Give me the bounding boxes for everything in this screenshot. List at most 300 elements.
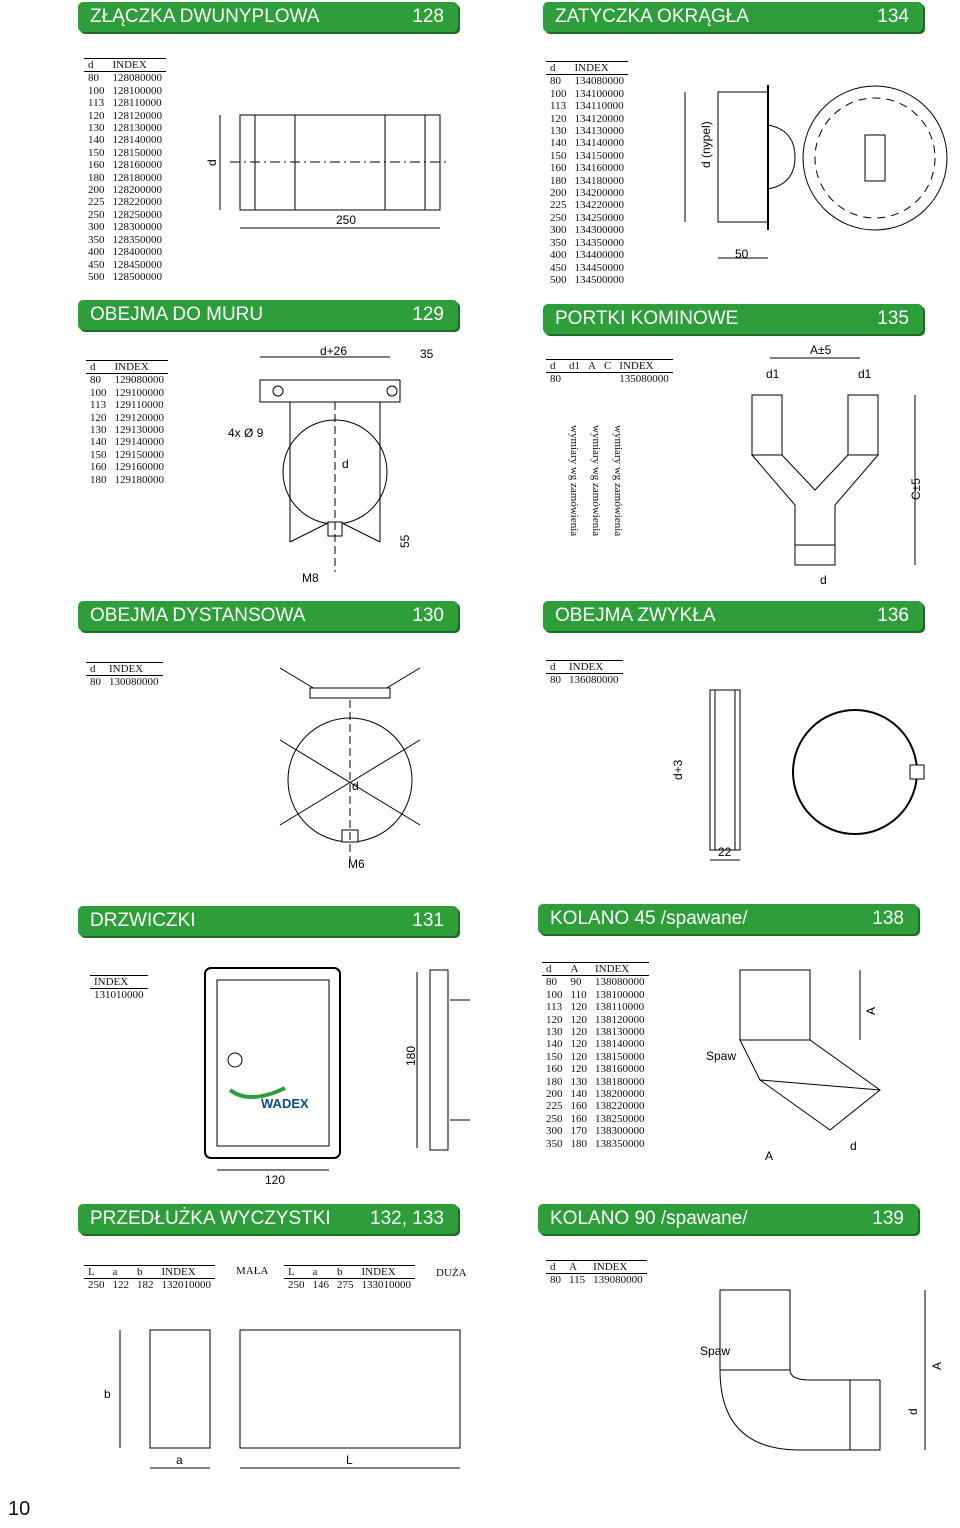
table-cell: 134080000 xyxy=(574,75,624,88)
table-cell: 132010000 xyxy=(161,1279,211,1292)
table-cell: 138100000 xyxy=(595,988,645,1001)
table-cell: 150 xyxy=(90,448,107,461)
table-cell: 134250000 xyxy=(574,211,624,224)
section-number: 134 xyxy=(877,6,909,27)
dim-d: d xyxy=(352,779,359,793)
index-table xyxy=(546,1260,647,1287)
table-row xyxy=(546,150,628,162)
table-row xyxy=(542,1026,649,1038)
column-header: INDEX xyxy=(565,661,623,674)
column-header: A xyxy=(584,360,600,373)
table-cell: 134140000 xyxy=(574,137,624,150)
table-cell: 80 xyxy=(550,674,561,687)
section-number: 129 xyxy=(412,304,444,325)
dim-50: 50 xyxy=(735,247,749,261)
section-title: KOLANO 45 /spawane/ xyxy=(550,908,748,929)
table-cell: 160 xyxy=(90,461,107,474)
table-row xyxy=(84,122,166,134)
table-cell: 113 xyxy=(550,100,567,113)
fitting-128-drawing xyxy=(200,100,460,240)
table-cell: 250 xyxy=(88,1279,105,1292)
table-cell: 170 xyxy=(570,1125,587,1138)
table-row xyxy=(86,436,168,448)
table-cell: 113 xyxy=(88,97,105,110)
bolt-m8: M8 xyxy=(302,571,319,585)
table-cell: 128250000 xyxy=(112,208,162,221)
table-cell: 129120000 xyxy=(114,411,164,424)
table-cell: 120 xyxy=(570,1026,587,1039)
section-number: 139 xyxy=(872,1208,904,1229)
dim-120: 120 xyxy=(265,1173,286,1187)
table-cell: 120 xyxy=(570,1050,587,1063)
table-row xyxy=(542,1001,649,1013)
table-cell: 120 xyxy=(550,112,567,125)
table-row xyxy=(546,237,628,249)
elbow-45-138-drawing xyxy=(700,960,940,1190)
table-cell: 120 xyxy=(570,1063,587,1076)
column-header: d xyxy=(542,963,567,976)
table-cell: 134160000 xyxy=(574,162,624,175)
table-row xyxy=(546,262,628,274)
table-row xyxy=(546,249,628,261)
table-row xyxy=(542,989,649,1001)
spaw-label: Spaw xyxy=(700,1344,731,1358)
table-cell: 500 xyxy=(88,270,105,283)
column-header: d xyxy=(546,360,565,373)
table-cell: 138140000 xyxy=(595,1038,645,1051)
table-cell: 138180000 xyxy=(595,1075,645,1088)
table-row xyxy=(86,374,168,387)
table-cell: 500 xyxy=(550,273,567,286)
table-cell: 113 xyxy=(546,1001,563,1014)
section-136-header xyxy=(543,601,923,631)
table-row xyxy=(546,1274,647,1287)
column-header: INDEX xyxy=(105,663,163,676)
wadex-logo: WADEX xyxy=(261,1096,309,1111)
table-cell: 225 xyxy=(550,199,567,212)
table-row xyxy=(546,373,673,386)
table-cell: 128140000 xyxy=(112,134,162,147)
section-number: 138 xyxy=(872,908,904,929)
table-cell: 138150000 xyxy=(595,1050,645,1063)
table-cell: 180 xyxy=(546,1075,563,1088)
column-header: a xyxy=(309,1266,334,1279)
table-cell: 80 xyxy=(550,75,561,88)
cap-134-drawing xyxy=(660,80,950,270)
section-title: PRZEDŁUŻKA WYCZYSTKI xyxy=(90,1208,331,1229)
table-cell: 122 xyxy=(112,1279,129,1292)
table-cell: 300 xyxy=(88,221,105,234)
table-row xyxy=(86,399,168,411)
section-134-header xyxy=(543,2,923,32)
table-cell: 128100000 xyxy=(112,84,162,97)
table-row xyxy=(84,159,166,171)
table-row xyxy=(546,75,628,88)
table-row xyxy=(546,162,628,174)
table-cell: 160 xyxy=(88,159,105,172)
table-cell: 250 xyxy=(88,208,105,221)
section-number: 135 xyxy=(877,308,909,329)
table-row xyxy=(84,221,166,233)
table-row xyxy=(90,989,148,1002)
standard-clamp-136-drawing xyxy=(660,680,940,880)
section-132-header xyxy=(78,1204,458,1234)
dim-180: 180 xyxy=(404,1045,418,1066)
table-cell: 134180000 xyxy=(574,174,624,187)
table-row xyxy=(546,113,628,125)
table-cell: 135080000 xyxy=(619,373,669,386)
table-row xyxy=(84,246,166,258)
dim-b: b xyxy=(104,1387,111,1401)
rotated-note-3: wymiary wg zamówienia xyxy=(612,425,624,537)
section-title: OBEJMA ZWYKŁA xyxy=(555,605,716,626)
column-header: b xyxy=(333,1266,358,1279)
dim-d1-right: d1 xyxy=(858,367,872,381)
section-130-header xyxy=(78,601,458,631)
table-row xyxy=(84,134,166,146)
table-cell: 100 xyxy=(90,386,107,399)
table-cell: 128400000 xyxy=(112,246,162,259)
table-row xyxy=(546,274,628,286)
page-number: 10 xyxy=(8,1498,31,1520)
dim-length: 250 xyxy=(336,213,357,227)
section-number: 132, 133 xyxy=(370,1208,444,1229)
table-cell: 128220000 xyxy=(112,196,162,209)
table-cell: 120 xyxy=(570,1001,587,1014)
table-cell: 129180000 xyxy=(114,473,164,486)
table-row xyxy=(86,449,168,461)
dim-d: d xyxy=(820,573,827,587)
table-cell: 130 xyxy=(546,1026,563,1039)
table-row xyxy=(86,474,168,486)
dim-d: d xyxy=(850,1139,857,1153)
table-cell: 140 xyxy=(546,1038,563,1051)
table-row xyxy=(86,412,168,424)
table-cell: 140 xyxy=(90,436,107,449)
table-cell: 134100000 xyxy=(574,87,624,100)
table-row xyxy=(546,224,628,236)
table-cell: 100 xyxy=(88,84,105,97)
table-cell: 130080000 xyxy=(109,676,159,689)
dim-a: A xyxy=(930,1361,944,1370)
table-cell: 110 xyxy=(570,988,587,1001)
table-cell: 134110000 xyxy=(574,100,624,113)
dim-d: d xyxy=(906,1408,920,1415)
table-cell: 128080000 xyxy=(112,72,162,85)
dim-55: 55 xyxy=(398,534,412,548)
table-cell: 90 xyxy=(570,976,582,989)
table-cell: 120 xyxy=(570,1013,587,1026)
table-cell: 80 xyxy=(90,676,101,689)
spaw-label: Spaw xyxy=(706,1049,737,1063)
section-128-header xyxy=(78,2,458,32)
column-header: d xyxy=(546,661,565,674)
section-title: KOLANO 90 /spawane/ xyxy=(550,1208,748,1229)
table-cell: 250 xyxy=(546,1112,563,1125)
table-row xyxy=(84,259,166,271)
table-cell: 400 xyxy=(550,249,567,262)
section-138-header xyxy=(538,904,918,934)
column-header: A xyxy=(567,963,592,976)
table-row xyxy=(86,387,168,399)
dim-35: 35 xyxy=(420,347,434,361)
section-title: PORTKI KOMINOWE xyxy=(555,308,739,329)
dim-d: d xyxy=(205,159,219,166)
table-cell: 128160000 xyxy=(112,159,162,172)
table-cell: 131010000 xyxy=(94,989,144,1002)
table-row xyxy=(84,234,166,246)
section-title: OBEJMA DYSTANSOWA xyxy=(90,605,306,626)
dim-d-nypel: d (nypel) xyxy=(699,121,713,168)
column-header: d xyxy=(546,1261,565,1274)
wall-clamp-129-drawing xyxy=(220,342,440,592)
table-cell: 136080000 xyxy=(569,674,619,687)
dim-d: d xyxy=(342,457,349,471)
table-cell: 400 xyxy=(88,246,105,259)
table-tag-small: MAŁA xyxy=(236,1265,269,1277)
table-row xyxy=(84,1279,215,1292)
table-cell: 150 xyxy=(546,1050,563,1063)
table-cell: 134450000 xyxy=(574,261,624,274)
index-table xyxy=(90,975,148,1002)
table-cell: 134130000 xyxy=(574,125,624,138)
column-header: A xyxy=(565,1261,589,1274)
table-cell: 300 xyxy=(546,1125,563,1138)
table-row xyxy=(546,125,628,137)
table-row xyxy=(84,72,166,85)
table-cell: 150 xyxy=(550,149,567,162)
section-title: ZŁĄCZKA DWUNYPLOWA xyxy=(90,6,320,27)
table-cell: 128120000 xyxy=(112,109,162,122)
table-row xyxy=(84,97,166,109)
table-cell: 120 xyxy=(90,411,107,424)
column-header: d xyxy=(546,62,571,75)
index-table xyxy=(542,962,649,1150)
column-header: L xyxy=(84,1266,109,1279)
index-table xyxy=(86,662,163,689)
table-cell: 100 xyxy=(550,87,567,100)
section-number: 128 xyxy=(412,6,444,27)
table-row xyxy=(546,137,628,149)
table-cell: 160 xyxy=(550,162,567,175)
table-row xyxy=(86,461,168,473)
table-cell: 225 xyxy=(88,196,105,209)
table-cell: 450 xyxy=(88,258,105,271)
table-row xyxy=(546,212,628,224)
table-row xyxy=(542,1125,649,1137)
table-cell: 115 xyxy=(569,1274,586,1287)
table-cell: 200 xyxy=(546,1088,563,1101)
dim-d-plus-3: d+3 xyxy=(671,759,685,780)
table-row xyxy=(546,187,628,199)
table-cell: 120 xyxy=(88,109,105,122)
column-header: b xyxy=(133,1266,158,1279)
index-table xyxy=(546,61,628,286)
table-cell: 180 xyxy=(88,171,105,184)
table-cell: 130 xyxy=(570,1075,587,1088)
section-number: 131 xyxy=(412,910,444,931)
table-cell: 180 xyxy=(90,473,107,486)
table-cell: 138300000 xyxy=(595,1125,645,1138)
table-row xyxy=(84,110,166,122)
table-row xyxy=(546,100,628,112)
table-cell: 128350000 xyxy=(112,233,162,246)
extension-132-drawing xyxy=(90,1320,470,1480)
column-header: C xyxy=(600,360,615,373)
table-cell: 130 xyxy=(88,122,105,135)
index-table xyxy=(546,660,623,687)
table-cell: 146 xyxy=(312,1279,329,1292)
section-number: 130 xyxy=(412,605,444,626)
table-cell: 300 xyxy=(550,224,567,237)
index-table xyxy=(86,360,168,486)
table-row xyxy=(284,1279,415,1292)
table-cell: 134150000 xyxy=(574,149,624,162)
table-cell: 160 xyxy=(546,1063,563,1076)
table-cell: 129080000 xyxy=(114,374,164,387)
table-cell: 128300000 xyxy=(112,221,162,234)
table-cell: 129110000 xyxy=(114,399,164,412)
table-cell: 134300000 xyxy=(574,224,624,237)
table-cell: 200 xyxy=(88,184,105,197)
dim-c: C±5 xyxy=(909,478,923,500)
table-cell: 128110000 xyxy=(112,97,162,110)
table-cell: 134200000 xyxy=(574,187,624,200)
spacer-clamp-130-drawing xyxy=(260,660,440,880)
table-cell: 150 xyxy=(88,146,105,159)
table-cell: 80 xyxy=(546,976,557,989)
table-row xyxy=(84,85,166,97)
table-cell: 200 xyxy=(550,187,567,200)
table-cell: 128500000 xyxy=(112,270,162,283)
table-cell: 113 xyxy=(90,399,107,412)
table-cell: 138250000 xyxy=(595,1112,645,1125)
table-cell: 134350000 xyxy=(574,236,624,249)
table-row xyxy=(546,199,628,211)
table-cell: 100 xyxy=(546,988,563,1001)
table-row xyxy=(84,271,166,283)
chimney-tee-135-drawing xyxy=(740,340,940,592)
table-row xyxy=(546,175,628,187)
table-cell: 129130000 xyxy=(114,424,164,437)
column-header: d xyxy=(84,59,109,72)
index-table-large xyxy=(284,1265,415,1292)
table-row xyxy=(86,424,168,436)
bolt-m6: M6 xyxy=(348,857,365,871)
column-header: INDEX xyxy=(615,360,673,373)
table-cell: 128180000 xyxy=(112,171,162,184)
table-cell: 250 xyxy=(288,1279,305,1292)
table-row xyxy=(84,209,166,221)
elbow-90-139-drawing xyxy=(700,1250,944,1480)
table-cell: 350 xyxy=(546,1137,563,1150)
table-row xyxy=(84,196,166,208)
table-cell: 350 xyxy=(550,236,567,249)
table-row xyxy=(84,172,166,184)
table-row xyxy=(542,1088,649,1100)
section-135-header xyxy=(543,304,923,334)
table-cell: 138160000 xyxy=(595,1063,645,1076)
section-131-header xyxy=(78,906,458,936)
table-row xyxy=(542,1014,649,1026)
table-cell: 350 xyxy=(88,233,105,246)
dim-a-diagonal: A xyxy=(765,1149,774,1163)
dim-a: A±5 xyxy=(810,343,832,357)
table-tag-large: DUŻA xyxy=(436,1267,467,1279)
table-cell: 180 xyxy=(550,174,567,187)
table-cell: 225 xyxy=(546,1100,563,1113)
table-cell: 130 xyxy=(90,424,107,437)
table-row xyxy=(542,1100,649,1112)
dim-d1-left: d1 xyxy=(766,367,780,381)
section-129-header xyxy=(78,300,458,330)
column-header: INDEX xyxy=(111,361,169,374)
table-cell: 138110000 xyxy=(595,1001,645,1014)
table-cell: 128130000 xyxy=(112,122,162,135)
section-title: OBEJMA DO MURU xyxy=(90,304,264,325)
table-cell: 130 xyxy=(550,125,567,138)
table-row xyxy=(546,674,623,687)
index-table xyxy=(84,58,166,283)
table-cell: 80 xyxy=(550,1274,561,1287)
table-cell: 128200000 xyxy=(112,184,162,197)
table-row xyxy=(546,88,628,100)
column-header: INDEX xyxy=(109,59,167,72)
hole-label: 4x Ø 9 xyxy=(228,426,264,440)
table-row xyxy=(84,147,166,159)
table-cell: 80 xyxy=(88,72,99,85)
table-cell: 160 xyxy=(570,1100,587,1113)
table-cell: 140 xyxy=(550,137,567,150)
column-header: INDEX xyxy=(571,62,629,75)
dim-a-vertical: A xyxy=(864,1006,878,1015)
dim-d-plus-26: d+26 xyxy=(320,344,348,358)
table-cell: 129140000 xyxy=(114,436,164,449)
table-cell: 133010000 xyxy=(361,1279,411,1292)
dim-22: 22 xyxy=(718,845,732,859)
table-cell: 275 xyxy=(337,1279,354,1292)
table-row xyxy=(542,976,649,989)
table-cell: 450 xyxy=(550,261,567,274)
table-cell: 134120000 xyxy=(574,112,624,125)
section-number: 136 xyxy=(877,605,909,626)
table-row xyxy=(542,1063,649,1075)
table-cell: 138350000 xyxy=(595,1137,645,1150)
table-cell: 120 xyxy=(570,1038,587,1051)
table-cell: 138120000 xyxy=(595,1013,645,1026)
index-table xyxy=(546,359,673,386)
table-cell: 138130000 xyxy=(595,1026,645,1039)
table-cell: 134500000 xyxy=(574,273,624,286)
column-header: INDEX xyxy=(358,1266,416,1279)
column-header: INDEX xyxy=(90,976,148,989)
table-cell: 120 xyxy=(546,1013,563,1026)
rotated-note-1: wymiary wg zamówienia xyxy=(568,425,580,537)
column-header: INDEX xyxy=(158,1266,216,1279)
table-cell: 160 xyxy=(570,1112,587,1125)
column-header: INDEX xyxy=(591,963,649,976)
table-cell: 80 xyxy=(550,373,561,386)
dim-L: L xyxy=(346,1453,353,1467)
table-cell: 128450000 xyxy=(112,258,162,271)
column-header: d xyxy=(86,663,105,676)
table-cell: 134400000 xyxy=(574,249,624,262)
table-cell: 180 xyxy=(570,1137,587,1150)
section-title: DRZWICZKI xyxy=(90,910,196,931)
table-cell: 80 xyxy=(90,374,101,387)
index-table-small xyxy=(84,1265,215,1292)
column-header: INDEX xyxy=(589,1261,647,1274)
